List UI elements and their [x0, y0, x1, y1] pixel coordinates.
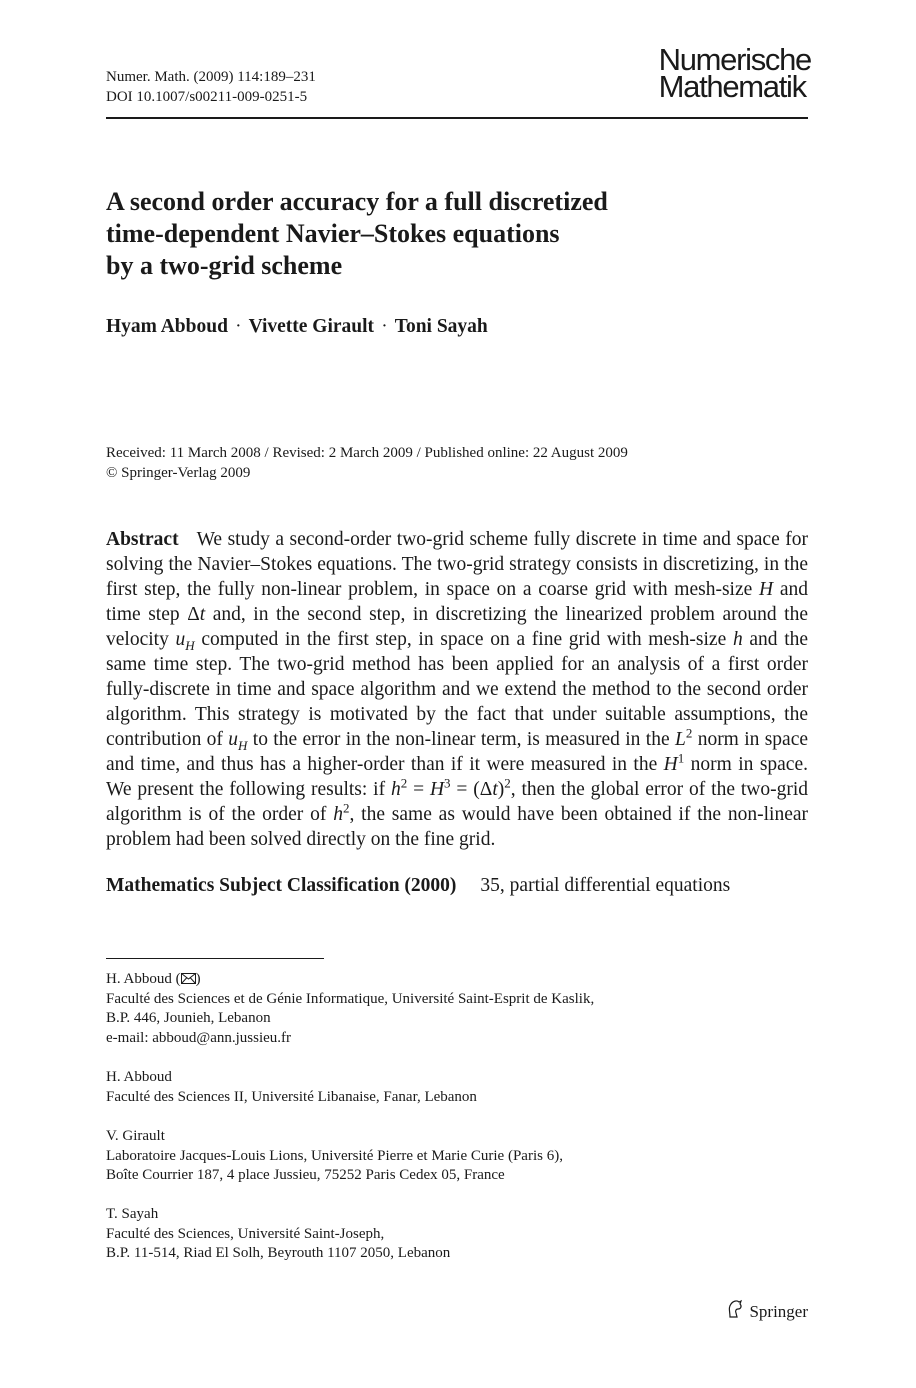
affiliation-block: H. Abboud Faculté des Sciences II, Université Libanaise, Fanar, Lebanon [106, 1069, 477, 1105]
footnote-rule [106, 958, 324, 959]
author: Hyam Abboud [106, 316, 228, 337]
msc-value: 35, partial differential equations [480, 875, 731, 896]
author-separator: · [235, 319, 241, 334]
doi-line: DOI 10.1007/s00211-009-0251-5 [106, 89, 308, 105]
publication-dates: Received: 11 March 2008 / Revised: 2 March 2009 / Published online: 22 August 2009 © Springer-Verlag 2009 [106, 445, 628, 481]
author: Vivette Girault [248, 316, 375, 337]
affiliation-block: V. Girault Laboratoire Jacques-Louis Lions, Université Pierre et Marie Curie (Paris 6), Boîte Courrier 187, 4 place Jussieu, 75252 Paris Cedex 05, France [106, 1128, 563, 1184]
publisher-mark [726, 1299, 808, 1324]
abstract-label: Abstract [106, 529, 179, 550]
journal-citation [106, 67, 316, 107]
publisher-name: Springer [749, 1301, 808, 1321]
citation-line: Numer. Math. (2009) 114:189–231 [106, 69, 316, 85]
author-list [106, 316, 488, 338]
email-link[interactable]: e-mail: abboud@ann.jussieu.fr [106, 1029, 292, 1046]
header-rule [106, 117, 808, 119]
envelope-icon[interactable] [181, 971, 196, 982]
affiliation-block: T. Sayah Faculté des Sciences, Université Saint-Joseph, B.P. 11-514, Riad El Solh, Beyrouth 1107 2050, Lebanon [106, 1206, 451, 1262]
author-separator: · [382, 319, 387, 334]
abstract: Abstract We study a second-order two-grid scheme fully discrete in time and space for solving the Navier–Stokes equations. The two-grid strategy consists in discretizing, in the first step, the fully non-linear problem, in space on a coarse grid with mesh-size H and time step Δt and, in the second step, in discretizing the linearized problem around the velocity $u_H$ computed in the first step, in space on a fine grid with mesh-size h and the same time step. The two-grid method has been applied for an analysis of a first order fully-discrete in time and space algorithm and we extend the method to the second order algorithm. This strategy is motivated by the fact that under suitable assumptions, the contribution of $u_H$ to the error in the non-linear term, is measured in the $L^2$ norm in space and time, and thus has a higher-order than if it were measured in the $H^1$ norm in space. We present the following results: if $h^2 = H^3 = (\Delta t)^2$, then the global error of the two-grid algorithm is of the order of $h^2$, the same as would have been obtained if the non-linear problem had been solved directly on the fine grid. [106, 529, 809, 850]
msc-label: Mathematics Subject Classification (2000) [106, 875, 457, 896]
springer-horse-icon [726, 1299, 744, 1324]
affiliation-block: H. Abboud ( ) Faculté des Sciences et de Génie Informatique, Université Saint-Esprit de Kaslik, B.P. 446, Jounieh, Lebanon e-mail: abboud@ann.jussieu.fr [106, 970, 594, 1048]
author: Toni Sayah [394, 316, 488, 337]
journal-logo: Numerische Mathematik [658, 42, 811, 104]
msc-classification [106, 875, 730, 897]
paper-title: A second order accuracy for a full discretized time-dependent Navier–Stokes equations by a two-grid scheme [106, 187, 608, 280]
